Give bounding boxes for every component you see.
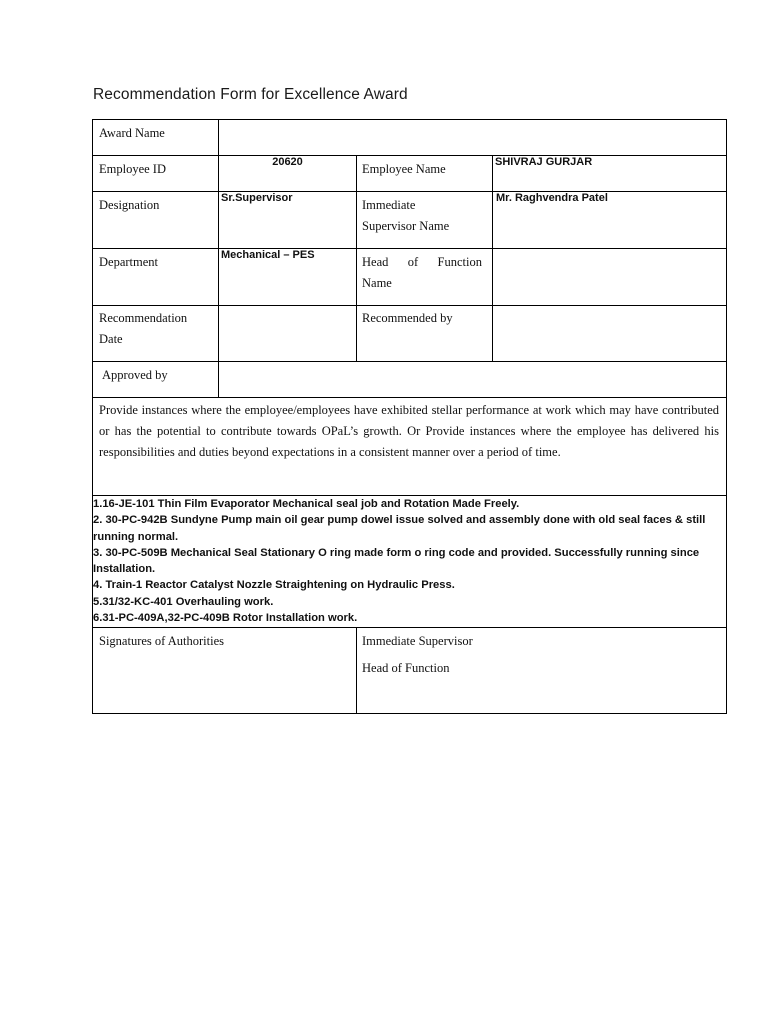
employee-id-value[interactable]: 20620 bbox=[272, 156, 303, 168]
award-name-label: Award Name bbox=[99, 126, 165, 140]
employee-id-label: Employee ID bbox=[99, 162, 166, 176]
immediate-supervisor-signature-label: Immediate Supervisor bbox=[362, 634, 473, 648]
row-divider bbox=[93, 361, 726, 362]
list-item: 1.16-JE-101 Thin Film Evaporator Mechanical seal job and Rotation Made Freely. bbox=[93, 498, 520, 510]
recommendation-date-label bbox=[99, 308, 187, 350]
head-of-function-signature-label: Head of Function bbox=[362, 661, 450, 675]
row-divider bbox=[93, 627, 726, 628]
instances-list bbox=[93, 496, 725, 626]
label-line: Supervisor Name bbox=[362, 219, 450, 233]
instructions-text: Provide instances where the employee/employees have exhibited stellar performance at work which may have contributed or has the potential to contribute towards OPaL’s growth. Or Provide instances where the employee has delivered his responsibilities and duties beyond expectations in a consistent manner over a period of time. bbox=[99, 403, 719, 459]
employee-name-value[interactable]: SHIVRAJ GURJAR bbox=[495, 156, 593, 168]
row-divider bbox=[93, 248, 726, 249]
designation-label: Designation bbox=[99, 198, 160, 212]
label-line: Head of Function bbox=[362, 255, 482, 269]
approved-by-label: Approved by bbox=[102, 368, 168, 382]
list-item: 2. 30-PC-942B Sundyne Pump main oil gear pump dowel issue solved and assembly done with old seal faces & still running normal. bbox=[93, 514, 706, 543]
recommended-by-label: Recommended by bbox=[362, 311, 453, 325]
list-item: 6.31-PC-409A,32-PC-409B Rotor Installation work. bbox=[93, 612, 358, 625]
department-value[interactable]: Mechanical – PES bbox=[221, 249, 315, 261]
label-line: Name bbox=[362, 276, 392, 290]
label-line: Date bbox=[99, 332, 123, 346]
row-divider bbox=[93, 191, 726, 192]
label-line: Immediate bbox=[362, 198, 416, 212]
row-divider bbox=[93, 155, 726, 156]
list-item: 5.31/32-KC-401 Overhauling work. bbox=[93, 595, 274, 608]
department-label: Department bbox=[99, 255, 159, 269]
employee-name-label: Employee Name bbox=[362, 162, 446, 176]
form-title: Recommendation Form for Excellence Award bbox=[93, 86, 408, 103]
list-item: 3. 30-PC-509B Mechanical Seal Stationary O ring made form o ring code and provided. Successfully running since Installation. bbox=[93, 546, 700, 576]
label-line: Recommendation bbox=[99, 311, 188, 325]
immediate-supervisor-name-label bbox=[362, 195, 449, 237]
column-divider bbox=[492, 155, 493, 361]
column-divider bbox=[356, 627, 357, 714]
signatures-of-authorities-label: Signatures of Authorities bbox=[99, 634, 224, 648]
award-form-table bbox=[92, 119, 727, 714]
list-item: 4. Train-1 Reactor Catalyst Nozzle Straightening on Hydraulic Press. bbox=[93, 579, 455, 592]
column-divider bbox=[356, 155, 357, 361]
immediate-supervisor-name-value[interactable]: Mr. Raghvendra Patel bbox=[496, 192, 608, 204]
designation-value[interactable]: Sr.Supervisor bbox=[221, 192, 293, 204]
head-of-function-name-label bbox=[362, 252, 482, 294]
row-divider bbox=[93, 397, 726, 398]
row-divider bbox=[93, 305, 726, 306]
